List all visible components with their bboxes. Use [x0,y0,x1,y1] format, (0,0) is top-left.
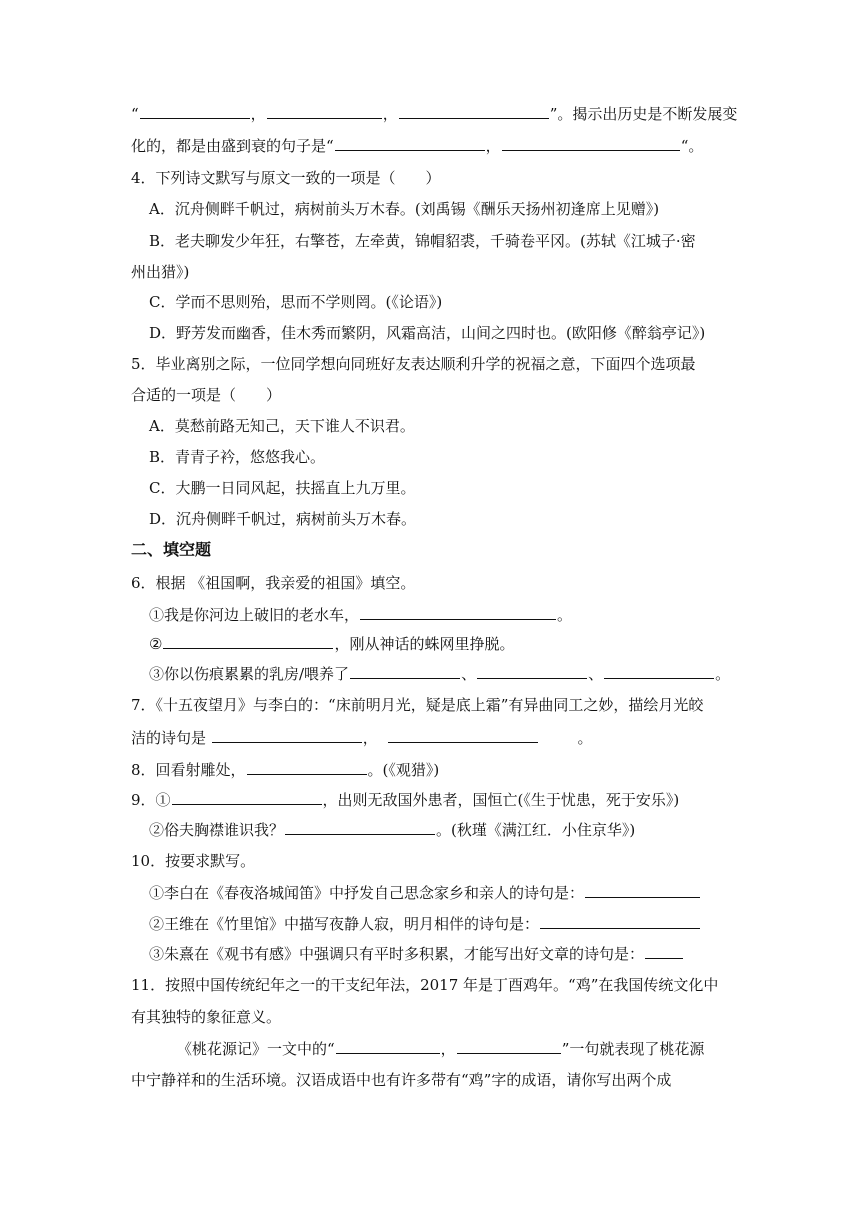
answer-blank[interactable] [399,104,549,119]
question-7: 7．《十五夜望月》与李白的：“床前明月光，疑是底上霜”有异曲同工之妙，描绘月光皎 [131,696,704,714]
answer-blank[interactable] [285,820,435,835]
question-10: 10．按要求默写。 [131,852,256,870]
question-11-para: 《桃花源记》一文中的“ ， ”一句就表现了桃花源 [177,1040,705,1058]
question-5: 5．毕业离别之际，一位同学想向同班好友表达顺利升学的祝福之意，下面四个选项最 [131,355,696,373]
answer-blank[interactable] [388,728,538,743]
q4-option-b: B．老夫聊发少年狂，右擎苍，左牵黄，锦帽貂裘，千骑卷平冈。(苏轼《江城子·密 [149,232,696,250]
question-7-cont: 洁的诗句是 ， 。 [131,729,593,747]
q6-item-2: ② ，刚从神话的蛛网里挣脱。 [149,635,515,653]
question-11: 11．按照中国传统纪年之一的干支纪年法，2017 年是丁酉鸡年。“鸡”在我国传统文化中 [131,976,719,994]
answer-blank[interactable] [247,760,367,775]
answer-blank[interactable] [502,136,680,151]
answer-blank[interactable] [172,790,322,805]
q5-option-a: A．莫愁前路无知己，天下谁人不识君。 [149,417,415,435]
q10-item-1: ①李白在《春夜洛城闻笛》中抒发自己思念家乡和亲人的诗句是： [149,883,701,903]
answer-blank[interactable] [335,136,485,151]
question-6: 6．根据 《祖国啊，我亲爱的祖国》填空。 [131,574,416,592]
q4-option-c: C．学而不思则殆，思而不学则罔。(《论语》) [149,293,443,311]
answer-blank[interactable] [585,883,700,898]
q9-item-2: ②俗夫胸襟谁识我？ 。(秋瑾《满江红．小住京华》) [149,821,636,839]
question-8: 8．回看射雕处， 。(《观猎》) [131,761,440,779]
answer-blank[interactable] [212,728,362,743]
question-9: 9．① ，出则无敌国外患者，国恒亡(《生于忧患，死于安乐》) [131,791,680,809]
line-q3-cont2: 化的，都是由盛到衰的句子是“ ， “。 [131,137,704,155]
answer-blank[interactable] [457,1039,561,1054]
q6-item-1: ①我是你河边上破旧的老水车， 。 [149,606,573,624]
q10-item-3: ③朱熹在《观书有感》中强调只有平时多积累，才能写出好文章的诗句是： [149,944,684,964]
q4-option-b-cont: 州出猎》) [131,263,190,281]
answer-blank[interactable] [350,664,460,679]
answer-blank[interactable] [360,605,556,620]
q4-option-d: D．野芳发而幽香，佳木秀而繁阴，风霜高洁，山间之四时也。(欧阳修《醉翁亭记》) [149,324,706,342]
q5-option-d: D．沉舟侧畔千帆过，病树前头万木春。 [149,510,417,528]
answer-blank[interactable] [163,634,333,649]
question-11-cont: 有其独特的象征意义。 [131,1008,282,1026]
answer-blank[interactable] [267,104,382,119]
q5-option-b: B．青青子衿，悠悠我心。 [149,448,326,466]
answer-blank[interactable] [540,914,700,929]
q10-item-2: ②王维在《竹里馆》中描写夜静人寂，明月相伴的诗句是： [149,914,701,934]
answer-blank[interactable] [477,664,587,679]
section-heading: 二、填空题 [131,540,212,559]
q4-option-a: A．沉舟侧畔千帆过，病树前头万木春。(刘禹锡《酬乐天扬州初逢席上见赠》) [149,200,660,218]
line-q3-cont: “ ， ， ”。揭示出历史是不断发展变 [131,105,738,123]
answer-blank[interactable] [140,104,250,119]
q6-item-3: ③你以伤痕累累的乳房/喂养了 、 、 。 [149,665,731,683]
q5-option-c: C．大鹏一日同风起，扶摇直上九万里。 [149,479,416,497]
question-5-cont: 合适的一项是（ ） [131,386,282,404]
answer-blank[interactable] [604,664,714,679]
question-11-cont2: 中宁静祥和的生活环境。汉语成语中也有许多带有“鸡”字的成语，请你写出两个成 [131,1071,672,1089]
answer-blank[interactable] [336,1039,440,1054]
answer-blank[interactable] [645,944,683,959]
question-4: 4．下列诗文默写与原文一致的一项是（ ） [131,169,441,187]
